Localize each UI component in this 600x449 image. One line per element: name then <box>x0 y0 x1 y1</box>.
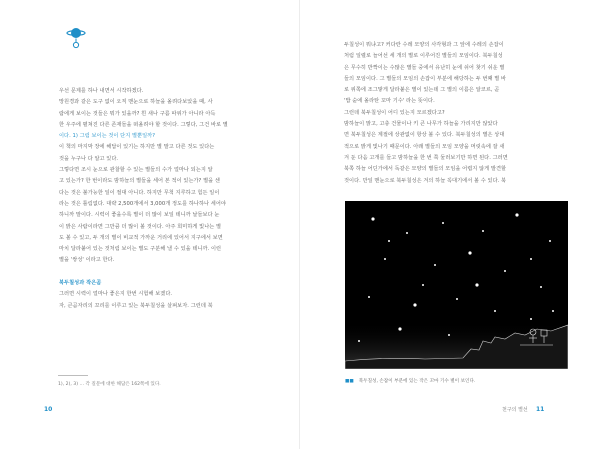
body-line: 은 무수히 반짝이는 수많은 별들 중에서 유난히 눈에 쉬어 찾기 쉬운 별 <box>344 64 505 71</box>
star <box>549 240 551 242</box>
body-line: 람에게 보이는 것들은 뭐가 있을까? 흰 새나 구름 따위가 아니라 아득 <box>59 110 216 117</box>
body-line: 이 책의 마지막 장에 해답이 있기는 하지만 별 말고 다른 것도 있다는 <box>59 144 215 151</box>
body-line: 한 우주에 펼쳐진 다른 존재들을 떠올려야 할 것이다. 그렇다, 그건 바로 별 <box>59 121 228 128</box>
body-line: 것이다. 만일 맨눈으로 북두칠성은 겨의 하늘 꼭대기에서 볼 수 있다. 북 <box>344 177 507 184</box>
body-line: 마치 달라붙어 있는 것처럼 보이는 별도 구분해 낼 수 있을 테니까. 이런 <box>59 246 222 253</box>
star <box>468 251 471 254</box>
page-number-right: 11 <box>536 406 545 413</box>
star <box>530 258 532 260</box>
star <box>482 230 484 232</box>
star <box>515 213 518 216</box>
star <box>540 286 542 288</box>
body-line: 적으로 밝게 빛나기 때문이다. 아래 별들의 모임 모양을 머릿속에 잘 새 <box>344 143 505 150</box>
body-line: 다는 것은 불가능한 일이 절대 아니다. 하지만 무척 지루하고 힘든 일이 <box>59 189 220 196</box>
body-line: 우선 문제를 하나 내면서 시작하겠다. <box>59 88 144 94</box>
body-line: 별을 '쌍성' 이라고 한다. <box>59 257 115 264</box>
star <box>475 283 478 286</box>
star <box>371 217 374 220</box>
star <box>552 310 554 312</box>
body-line: 것을 누구나 다 알고 있다. <box>59 155 119 162</box>
star <box>388 240 390 242</box>
body-line: 고 있는가? 한 번이라도 밤하늘의 별들을 세어 본 적이 있는가? 별을 센 <box>59 178 220 185</box>
photo-caption <box>345 378 475 384</box>
body-line: 로 위쪽에 조그맣게 달라붙은 별이 있는데 그 별의 이름은 알코르, 곧 <box>344 87 500 94</box>
body-line <box>59 267 266 278</box>
body-line: 그렇다면 조시 눈으로 관찰할 수 있는 별들의 수가 얼마나 되는지 알 <box>59 167 213 174</box>
body-line: 면 북두칠성은 계절에 상관없이 항상 볼 수 있다. 북두칠성의 별은 상대 <box>344 132 505 139</box>
star <box>368 296 370 298</box>
star <box>494 310 496 312</box>
body-line: 라는 것은 틀림없다. 대략 2,500개에서 3,000개 정도를 하나하나 세어야 <box>59 200 226 207</box>
body-line: 북쪽 하늘 어딘가에서 독같은 모양의 별들의 모임을 어렵지 않게 발견할 <box>344 166 507 173</box>
star <box>358 340 360 342</box>
body-line: 들의 모임이다. 그 별들의 모임의 손잡이 부분에 해당하는 두 번째 별 바 <box>344 75 507 82</box>
right-page <box>300 0 600 449</box>
body-line: 그런데 북두칠성이 어디 있는지 모르겠다고? <box>344 109 445 116</box>
big-dipper-photo <box>345 201 568 369</box>
star <box>448 334 450 336</box>
star <box>413 303 416 306</box>
question-line: 이다. 1) 그럼 보이는 것이 단지 별뿐일까? <box>59 133 156 140</box>
caption-marker: ■■ <box>345 379 354 384</box>
right-body-text <box>344 40 568 187</box>
body-line: 이 밝은 사람이라면 그만큼 더 많이 볼 것이다. 아주 희미하게 빛나는 별 <box>59 223 222 230</box>
running-head: 천구의 별선 <box>502 407 528 413</box>
star <box>434 264 436 266</box>
star <box>406 232 408 234</box>
star <box>442 222 444 224</box>
body-line: 겨 둔 다음 고개를 들고 밤하늘을 한 번 쭉 둘러보기만 하면 된다. 그러면 <box>344 154 508 161</box>
star <box>384 258 386 260</box>
footnote-rule <box>58 375 88 376</box>
body-line: 자, 큰곰자리의 꼬리를 이루고 있는 북두칠성을 살펴보자. 그런데 북 <box>59 302 213 309</box>
page-number-left: 10 <box>44 406 53 413</box>
body-line: 하니까 말이다. 시력이 좋을수록 별이 더 많이 보일 테니까 날들보다 눈 <box>59 212 220 219</box>
body-line: 도 볼 수 있고, 두 개의 별이 비교적 가까운 거리에 있어서 지구에서 보면 <box>59 234 223 241</box>
section-heading: 북두칠성과 작은곰 <box>59 280 102 287</box>
star <box>504 270 506 272</box>
footnote: 1), 2), 3) … 각 질문에 대한 해답은 162쪽에 있다. <box>58 382 161 387</box>
left-body-text <box>59 86 266 312</box>
star <box>456 298 458 300</box>
star <box>530 318 532 320</box>
saturn-planet-icon <box>66 24 86 50</box>
star <box>398 327 401 330</box>
body-line: '밥 숟에 올라탄 꼬마 기수' 라는 뜻이다. <box>344 98 435 105</box>
body-line: 그러면 시력이 얼마나 좋은지 한번 시험해 보겠다. <box>59 291 173 298</box>
body-line: 망원경과 같은 도구 없이 오직 맨눈으로 하늘을 올려다보았을 때, 사 <box>59 99 213 106</box>
body-line: 밤하늘이 맑고, 고층 건물이나 키 큰 나무가 하늘을 가리지만 않았다 <box>344 121 498 128</box>
body-line: 두칠성이 뭐냐고? 커다란 수레 모양의 사각형과 그 앞에 수레의 손잡이 <box>344 42 504 48</box>
caption-text: 북두칠성, 손잡이 부분에 있는 작은 꼬마 기수 별이 보인다. <box>358 379 476 384</box>
star <box>422 284 424 286</box>
body-line: 처럼 일렬로 늘어선 세 개의 별로 이루어진 별들의 모임이다. 북두칠성 <box>344 53 503 60</box>
